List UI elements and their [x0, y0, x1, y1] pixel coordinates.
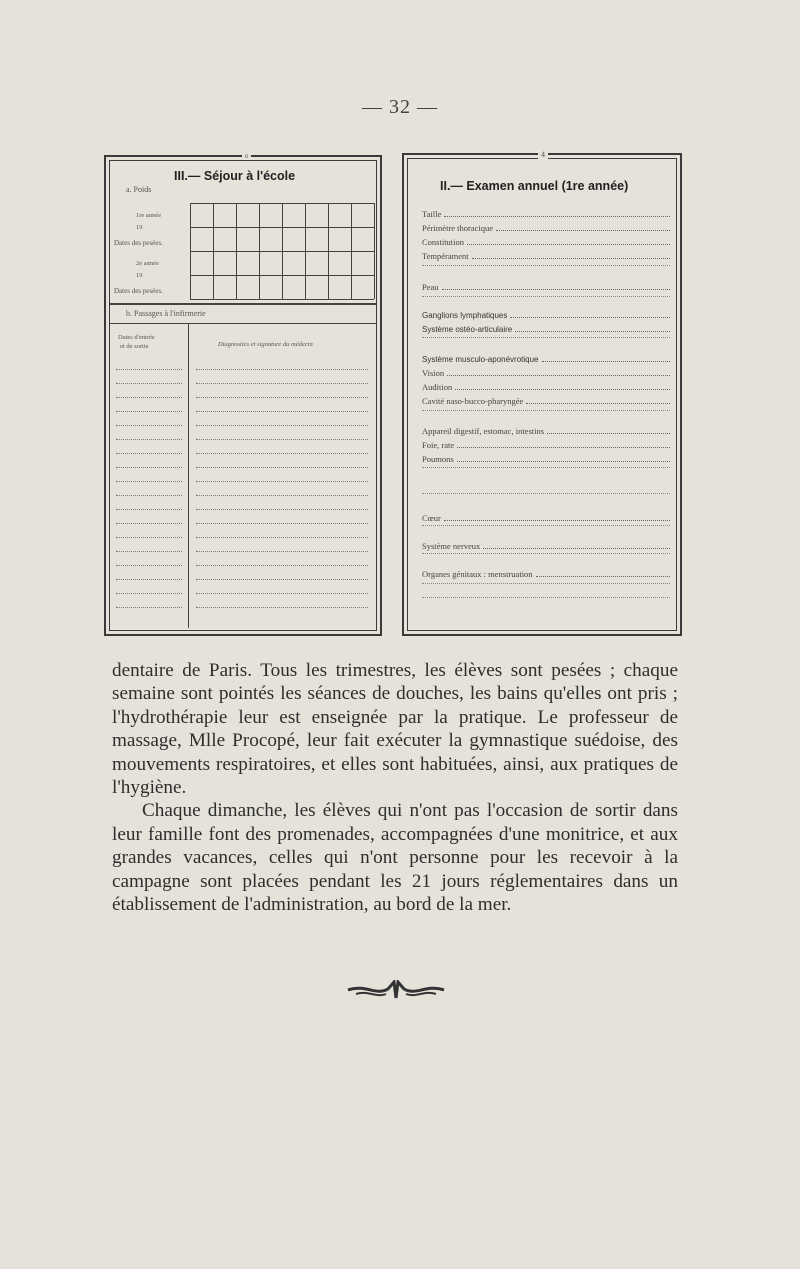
form-title: III.— Séjour à l'école	[174, 169, 296, 183]
second-year-label: 2e année	[136, 260, 159, 267]
entry-date-line[interactable]	[116, 607, 182, 608]
diagnosis-line[interactable]	[196, 411, 368, 412]
entry-date-line[interactable]	[116, 369, 182, 370]
exam-row-label: Vision	[422, 368, 445, 378]
form-top-marker: 4	[538, 150, 548, 159]
row-separator	[422, 410, 670, 411]
weigh-dates-label-2: Dates des pesées.	[114, 287, 163, 295]
exam-row	[422, 207, 670, 219]
diagnosis-line[interactable]	[196, 551, 368, 552]
form-title: II.— Examen annuel (1re année)	[440, 179, 629, 193]
exam-row-label: Taille	[422, 209, 442, 219]
col2-header: Diagnostics et signature du médecin	[218, 341, 313, 348]
second-year-date: 19	[136, 272, 143, 279]
paragraph-2: Chaque dimanche, les élèves qui n'ont pas l'occasion de sortir dans leur famille font des promenades, accompagnées d'une monitrice, et aux grandes vacances, celles qui n'ont personne pour les recevoir à la campagne sont placées pendant les 21 jours réglementaires dans un établissement de l'administration, au bord de la mer.	[112, 800, 678, 916]
exam-row-fill-line[interactable]	[515, 331, 670, 332]
diagnosis-line[interactable]	[196, 467, 368, 468]
entry-date-line[interactable]	[116, 453, 182, 454]
entry-date-line[interactable]	[116, 579, 182, 580]
diagnosis-line[interactable]	[196, 509, 368, 510]
exam-row-fill-line[interactable]	[496, 230, 670, 231]
exam-row	[422, 221, 670, 233]
exam-row-fill-line[interactable]	[457, 461, 670, 462]
exam-row-label: Périmètre thoracique	[422, 223, 494, 233]
exam-row-fill-line[interactable]	[483, 548, 670, 549]
exam-row-fill-line[interactable]	[467, 244, 670, 245]
exam-row-label: Peau	[422, 282, 439, 292]
exam-row	[422, 452, 670, 464]
exam-row	[422, 280, 670, 292]
exam-row	[422, 380, 670, 392]
diagnosis-line[interactable]	[196, 607, 368, 608]
exam-row-label: Appareil digestif, estomac, intestins	[422, 426, 545, 436]
section-b-label: b. Passages à l'infirmerie	[126, 309, 206, 318]
exam-row-label: Cœur	[422, 513, 441, 523]
diagnosis-line[interactable]	[196, 579, 368, 580]
first-year-label: 1re année	[136, 212, 162, 219]
diagnosis-line[interactable]	[196, 593, 368, 594]
diagnosis-line[interactable]	[196, 523, 368, 524]
form-sejour-ecole	[104, 155, 382, 636]
form-top-marker: 6	[242, 153, 251, 160]
exam-row-fill-line[interactable]	[444, 520, 670, 521]
weigh-dates-label: Dates des pesées.	[114, 239, 163, 247]
exam-row	[422, 438, 670, 450]
exam-row	[422, 322, 670, 334]
entry-date-line[interactable]	[116, 593, 182, 594]
exam-row	[422, 366, 670, 378]
exam-row	[422, 539, 670, 551]
row-separator	[422, 597, 670, 598]
entry-date-line[interactable]	[116, 523, 182, 524]
entry-date-line[interactable]	[116, 509, 182, 510]
diagnosis-line[interactable]	[196, 453, 368, 454]
exam-row-label: Audition	[422, 382, 453, 392]
exam-row-fill-line[interactable]	[542, 361, 670, 362]
row-separator	[422, 296, 670, 297]
exam-row-label: Système ostéo-articulaire	[422, 325, 513, 334]
exam-row-fill-line[interactable]	[510, 317, 670, 318]
exam-row-fill-line[interactable]	[526, 403, 670, 404]
exam-row	[422, 511, 670, 523]
exam-row-label: Cavité naso-bucco-pharyngée	[422, 396, 524, 406]
decorative-ornament-icon	[346, 980, 446, 1004]
exam-row-fill-line[interactable]	[547, 433, 670, 434]
exam-row	[422, 567, 670, 579]
exam-row-label: Organes génitaux : menstruation	[422, 569, 533, 579]
exam-row-label: Tempérament	[422, 251, 469, 261]
diagnosis-line[interactable]	[196, 439, 368, 440]
exam-row-label: Poumons	[422, 454, 454, 464]
row-separator	[422, 337, 670, 338]
row-separator	[422, 265, 670, 266]
section-a-label: a. Poids	[126, 185, 152, 194]
exam-row-fill-line[interactable]	[444, 216, 670, 217]
exam-row-label: Système nerveux	[422, 541, 481, 551]
exam-row	[422, 394, 670, 406]
exam-row-label: Ganglions lymphatiques	[422, 311, 508, 320]
entry-date-line[interactable]	[116, 565, 182, 566]
entry-date-line[interactable]	[116, 467, 182, 468]
diagnosis-line[interactable]	[196, 495, 368, 496]
entry-date-line[interactable]	[116, 425, 182, 426]
exam-row-label: Constitution	[422, 237, 465, 247]
exam-row-fill-line[interactable]	[442, 289, 670, 290]
diagnosis-line[interactable]	[196, 481, 368, 482]
entry-date-line[interactable]	[116, 537, 182, 538]
exam-row	[422, 352, 670, 364]
exam-row	[422, 424, 670, 436]
diagnosis-line[interactable]	[196, 383, 368, 384]
exam-row-fill-line[interactable]	[457, 447, 670, 448]
exam-row-fill-line[interactable]	[472, 258, 670, 259]
page-number: — 32 —	[362, 96, 438, 118]
entry-date-line[interactable]	[116, 397, 182, 398]
col1-header-line1: Dates d'entrée	[118, 334, 155, 341]
entry-date-line[interactable]	[116, 495, 182, 496]
exam-row-label: Foie, rate	[422, 440, 455, 450]
col1-header-line2: et de sortie	[120, 343, 149, 350]
exam-row	[422, 249, 670, 261]
diagnosis-line[interactable]	[196, 369, 368, 370]
row-separator	[422, 583, 670, 584]
diagnosis-line[interactable]	[196, 425, 368, 426]
exam-row-fill-line[interactable]	[455, 389, 670, 390]
body-text	[112, 659, 678, 916]
exam-row-fill-line[interactable]	[447, 375, 670, 376]
row-separator	[422, 493, 670, 494]
row-separator	[422, 467, 670, 468]
exam-row-fill-line[interactable]	[536, 576, 670, 577]
diagnosis-line[interactable]	[196, 397, 368, 398]
row-separator	[422, 525, 670, 526]
entry-date-line[interactable]	[116, 551, 182, 552]
exam-row	[422, 235, 670, 247]
exam-row	[422, 308, 670, 320]
diagnosis-line[interactable]	[196, 537, 368, 538]
diagnosis-line[interactable]	[196, 565, 368, 566]
form-examen-annuel	[402, 150, 682, 636]
entry-date-line[interactable]	[116, 439, 182, 440]
row-separator	[422, 553, 670, 554]
entry-date-line[interactable]	[116, 481, 182, 482]
paragraph-1: dentaire de Paris. Tous les trimestres, les élèves sont pesées ; chaque semaine sont pointés les séances de douches, les bains qu'elles ont pris ; l'hydrothérapie leur est enseignée par la pratique. Le professeur de massage, Mlle Procopé, leur fait exécuter la gymnastique suédoise, des mouvements respiratoires, et elles sont habituées, ainsi, aux pratiques de l'hygiène.	[112, 660, 678, 799]
exam-row-label: Système musculo-aponévrotique	[422, 355, 539, 364]
entry-date-line[interactable]	[116, 383, 182, 384]
entry-date-line[interactable]	[116, 411, 182, 412]
first-year-date: 19	[136, 224, 143, 231]
